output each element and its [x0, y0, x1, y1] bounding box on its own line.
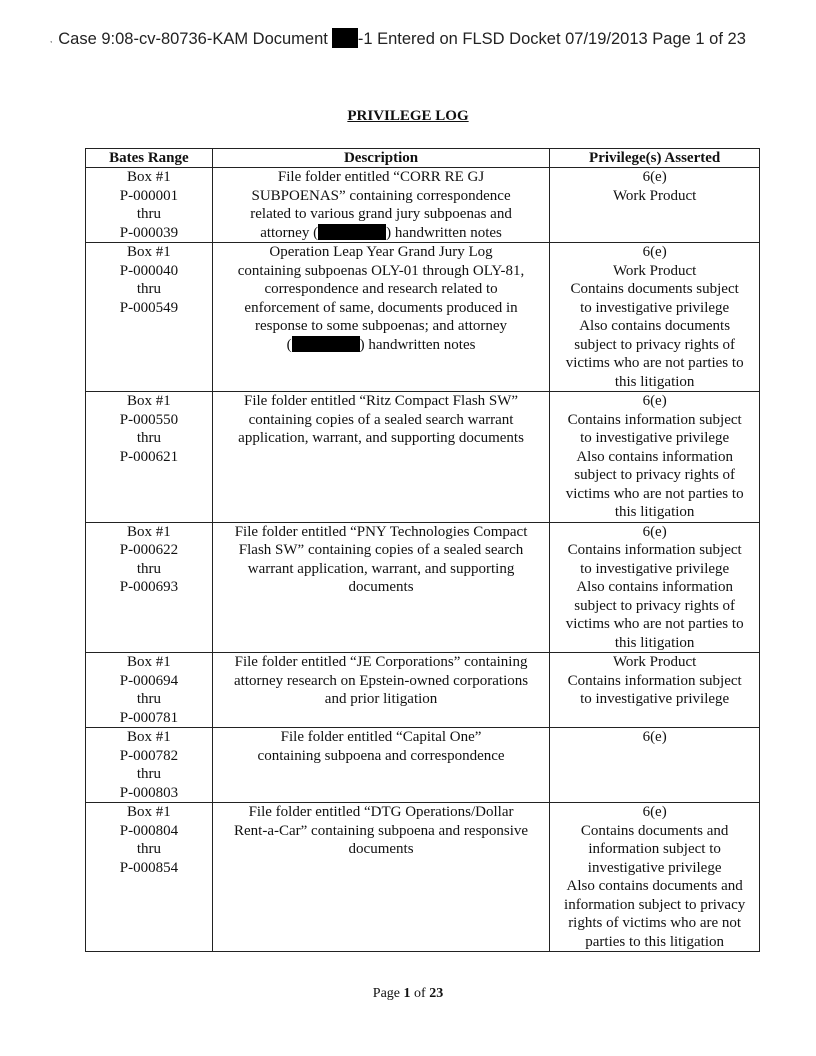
privilege-line: 6(e) [642, 729, 667, 745]
privilege-line: information subject to [588, 841, 721, 857]
description-line-redacted [215, 336, 547, 355]
redacted-after: ) handwritten notes [359, 336, 476, 353]
description-line: containing subpoena and correspondence [257, 747, 505, 764]
privilege-line: to investigative privilege [580, 430, 730, 446]
privilege-cell [550, 803, 760, 952]
privilege-line: Contains information subject [567, 542, 742, 558]
bates-cell [86, 803, 213, 952]
description-line: File folder entitled “CORR RE GJ [277, 169, 485, 185]
description-line: File folder entitled “Ritz Compact Flash SW” [243, 393, 519, 409]
privilege-line: subject to privacy rights of [574, 597, 736, 614]
privilege-cell [550, 653, 760, 728]
privilege-line: this litigation [614, 504, 695, 520]
privilege-line: Also contains documents and [566, 878, 743, 894]
description-line: enforcement of same, documents produced in [244, 299, 518, 316]
redacted-before: attorney ( [260, 224, 319, 241]
table-header-row [86, 149, 760, 168]
description-line: File folder entitled “PNY Technologies Compact [234, 523, 528, 540]
page-title: PRIVILEGE LOG [347, 108, 469, 124]
bates-cell [86, 728, 213, 803]
privilege-line: Also contains information [576, 579, 733, 595]
header-docket-text: -1 Entered on FLSD Docket 07/19/2013 Page 1 of 23 [357, 30, 746, 48]
description-line: Rent-a-Car” containing subpoena and responsive [234, 822, 529, 839]
page-number [0, 986, 816, 1002]
bates-cell [86, 392, 213, 523]
redaction-box [292, 336, 360, 352]
table-row [86, 392, 760, 523]
privilege-line: subject to privacy rights of [574, 467, 736, 483]
privilege-line: 6(e) [642, 169, 667, 185]
description-line: documents [348, 579, 414, 595]
privilege-line: rights of victims who are not [568, 915, 742, 931]
redaction-box [318, 224, 386, 240]
bates-box: Box #1 [127, 393, 171, 409]
bates-start: P-000001 [119, 187, 179, 204]
privilege-line: to investigative privilege [580, 560, 730, 577]
redaction-box [332, 28, 358, 48]
description-cell [212, 653, 549, 728]
table-row [86, 728, 760, 803]
bates-thru: thru [136, 560, 161, 577]
page-current: 1 [403, 986, 411, 1001]
bates-box: Box #1 [127, 654, 171, 670]
bates-box: Box #1 [127, 169, 171, 185]
privilege-line: parties to this litigation [585, 933, 725, 950]
description-line: documents [348, 841, 414, 857]
bates-cell [86, 168, 213, 243]
privilege-line: Also contains documents [579, 318, 731, 334]
bates-thru: thru [136, 691, 161, 707]
bates-cell [86, 243, 213, 392]
bates-end: P-000549 [119, 299, 179, 316]
bates-box: Box #1 [127, 729, 171, 745]
bates-thru: thru [136, 841, 161, 857]
bates-thru: thru [136, 206, 161, 222]
bates-start: P-000550 [119, 411, 179, 428]
description-line: related to various grand jury subpoenas and [250, 206, 512, 222]
description-line: attorney research on Epstein-owned corporations [234, 672, 529, 689]
header-description: Description [212, 149, 549, 168]
description-line: and prior litigation [324, 691, 438, 707]
privilege-line: subject to privacy rights of [574, 336, 736, 353]
description-line: containing subpoenas OLY-01 through OLY-81, [237, 262, 525, 279]
header-privileges: Privilege(s) Asserted [550, 149, 760, 168]
bates-start: P-000694 [119, 672, 179, 689]
bates-box: Box #1 [127, 244, 171, 260]
privilege-line: 6(e) [642, 804, 667, 820]
description-line: Flash SW” containing copies of a sealed search [238, 542, 524, 558]
bates-end: P-000803 [119, 784, 179, 801]
bates-box: Box #1 [127, 804, 171, 820]
bates-start: P-000622 [119, 542, 179, 558]
description-line: File folder entitled “DTG Operations/Dollar [248, 804, 514, 820]
description-line: warrant application, warrant, and supporting [247, 560, 515, 577]
bates-box: Box #1 [127, 523, 171, 540]
privilege-line: to investigative privilege [580, 691, 730, 707]
privilege-line: victims who are not parties to [565, 485, 744, 502]
bates-thru: thru [136, 766, 161, 782]
description-line: containing copies of a sealed search warrant [248, 411, 514, 428]
table-row [86, 168, 760, 243]
privilege-line: victims who are not parties to [565, 616, 744, 632]
description-cell [212, 243, 549, 392]
privilege-line: Work Product [612, 187, 697, 204]
margin-mark: , [50, 35, 53, 45]
bates-start: P-000782 [119, 747, 179, 764]
description-line-redacted [215, 224, 547, 243]
privilege-line: this litigation [614, 634, 695, 651]
description-cell [212, 522, 549, 653]
bates-thru: thru [136, 430, 161, 446]
bates-start: P-000804 [119, 822, 179, 839]
description-line: File folder entitled “JE Corporations” containing [234, 654, 528, 670]
privilege-line: 6(e) [642, 393, 667, 409]
bates-end: P-000693 [119, 579, 179, 595]
privilege-line: Work Product [612, 654, 697, 670]
bates-thru: thru [136, 281, 161, 297]
description-cell [212, 803, 549, 952]
privilege-cell [550, 243, 760, 392]
privilege-cell [550, 728, 760, 803]
privilege-line: Contains information subject [567, 672, 742, 689]
privilege-cell [550, 392, 760, 523]
redacted-before: ( [286, 336, 292, 353]
privilege-line: to investigative privilege [580, 299, 730, 316]
bates-end: P-000621 [119, 448, 179, 465]
description-line: response to some subpoenas; and attorney [255, 318, 508, 334]
privilege-cell [550, 168, 760, 243]
privilege-line: Work Product [612, 262, 697, 279]
privilege-line: victims who are not parties to [565, 355, 744, 371]
description-line: File folder entitled “Capital One” [280, 729, 482, 745]
page-label: Page [372, 986, 401, 1001]
privilege-line: Contains documents subject [570, 281, 739, 297]
header-case-text: Case 9:08-cv-80736-KAM Document [58, 30, 328, 48]
privilege-line: Also contains information [576, 448, 733, 465]
privilege-line: 6(e) [642, 244, 667, 260]
docket-header [50, 28, 790, 49]
table-row [86, 243, 760, 392]
privilege-line: information subject to privacy [564, 896, 746, 913]
description-line: application, warrant, and supporting documents [238, 430, 524, 446]
bates-end: P-000781 [119, 709, 179, 726]
description-line: Operation Leap Year Grand Jury Log [269, 244, 493, 260]
bates-cell [86, 522, 213, 653]
privilege-line: this litigation [614, 373, 695, 390]
privilege-line: Contains documents and [580, 822, 729, 839]
table-row [86, 803, 760, 952]
privilege-line: investigative privilege [587, 859, 722, 876]
privilege-cell [550, 522, 760, 653]
bates-end: P-000854 [119, 859, 179, 876]
header-bates-range: Bates Range [86, 149, 213, 168]
privilege-line: 6(e) [642, 523, 667, 540]
description-line: SUBPOENAS” containing correspondence [251, 187, 511, 204]
privilege-line: Contains information subject [567, 411, 742, 428]
description-cell [212, 728, 549, 803]
page-of: of [414, 986, 426, 1001]
bates-start: P-000040 [119, 262, 179, 279]
bates-end: P-000039 [119, 224, 179, 241]
table-row [86, 522, 760, 653]
description-cell [212, 168, 549, 243]
privilege-log-table [85, 148, 760, 952]
description-cell [212, 392, 549, 523]
redacted-after: ) handwritten notes [386, 224, 502, 241]
table-row [86, 653, 760, 728]
page-total: 23 [429, 986, 444, 1001]
description-line: correspondence and research related to [264, 281, 498, 297]
bates-cell [86, 653, 213, 728]
